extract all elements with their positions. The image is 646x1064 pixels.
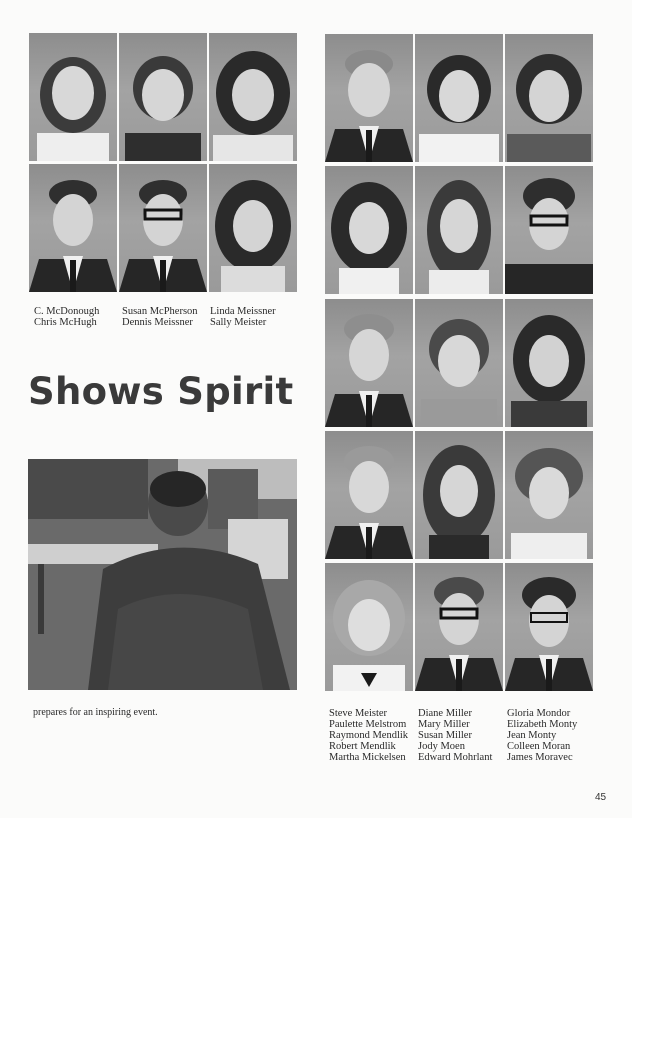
name-caption-column [507, 708, 577, 763]
portrait-photo [415, 563, 503, 691]
student-name: Robert Mendlik [329, 741, 396, 752]
portrait-photo [29, 33, 117, 161]
page-number: 45 [595, 792, 607, 803]
name-caption-column [418, 708, 492, 763]
student-name: James Moravec [507, 752, 573, 763]
student-name: Susan McPherson [122, 306, 198, 317]
portrait-photo [29, 164, 117, 292]
student-name: Paulette Melstrom [329, 719, 407, 730]
name-caption-column [122, 306, 198, 328]
portrait-photo [505, 299, 593, 427]
portrait-photo [505, 34, 593, 162]
portrait-photo [325, 299, 413, 427]
student-name: Jody Moen [418, 741, 465, 752]
portrait-photo [505, 166, 593, 294]
student-name: Chris McHugh [34, 317, 97, 328]
portrait-photo [505, 431, 593, 559]
classroom-photo [28, 459, 297, 690]
photo-caption: prepares for an inspiring event. [33, 707, 158, 718]
student-name: Jean Monty [507, 730, 557, 741]
portrait-photo [505, 563, 593, 691]
student-name: Sally Meister [210, 317, 267, 328]
portrait-photo [325, 431, 413, 559]
portrait-photo [325, 563, 413, 691]
portrait-photo [415, 431, 503, 559]
name-caption-column [329, 708, 408, 763]
portrait-photo [209, 164, 297, 292]
portrait-photo [415, 299, 503, 427]
portrait-photo [325, 34, 413, 162]
portrait-photo [325, 166, 413, 294]
portrait-photo [209, 33, 297, 161]
portrait-photo [119, 33, 207, 161]
page-title: Shows Spirit [28, 370, 294, 413]
name-caption-column [34, 306, 99, 328]
portrait-photo [415, 34, 503, 162]
name-caption-column [210, 306, 276, 328]
student-name: Linda Meissner [210, 306, 276, 317]
student-name: Dennis Meissner [122, 317, 193, 328]
student-name: Susan Miller [418, 730, 472, 741]
student-name: Raymond Mendlik [329, 730, 409, 741]
student-name: C. McDonough [34, 306, 100, 317]
student-name: Colleen Moran [507, 741, 571, 752]
student-name: Diane Miller [418, 708, 472, 719]
student-name: Edward Mohrlant [418, 752, 493, 763]
student-name: Elizabeth Monty [507, 719, 578, 730]
portrait-photo [119, 164, 207, 292]
portrait-photo [415, 166, 503, 294]
student-name: Gloria Mondor [507, 708, 571, 719]
student-name: Mary Miller [418, 719, 470, 730]
student-name: Steve Meister [329, 708, 388, 719]
student-name: Martha Mickelsen [329, 752, 406, 763]
